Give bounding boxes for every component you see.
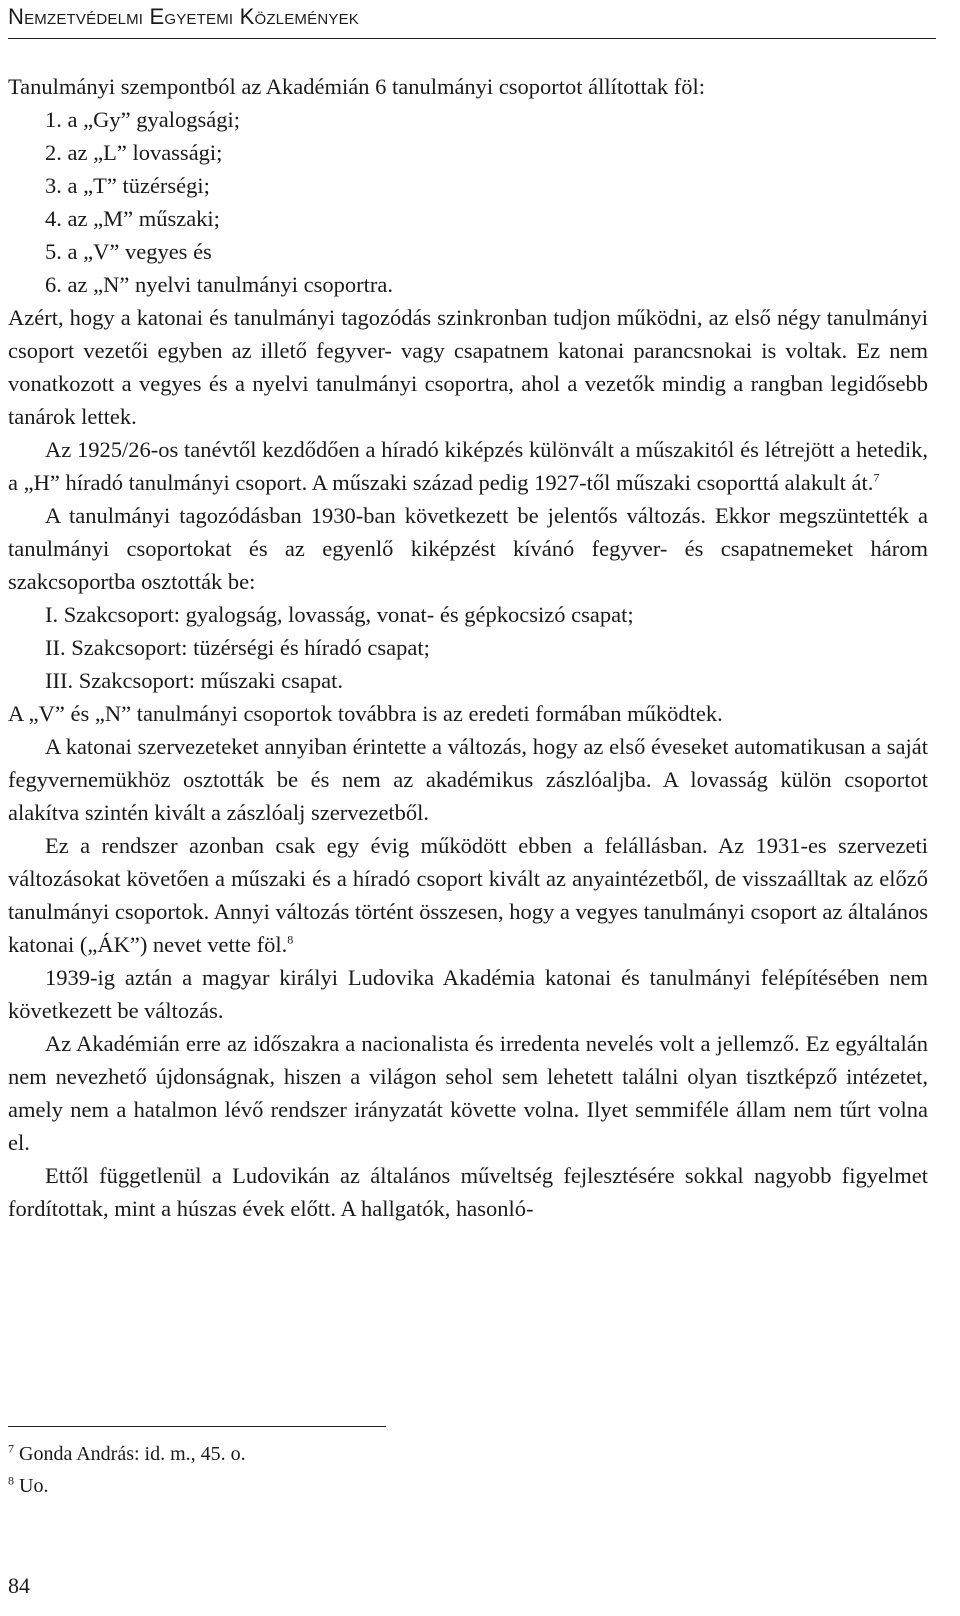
paragraph-5: A katonai szervezeteket annyiban érintette a változás, hogy az első éveseket automatikusan a saját fegyvernemükhöz osztották be és nem az akadémikus zászlóaljba. A lovasság külön csoportot alakítva szintén kivált a zászlóalj szervezetből. (8, 734, 928, 825)
footnote-text: Uo. (19, 1475, 49, 1497)
list-item: 4. az „M” műszaki; (45, 206, 220, 231)
paragraph-1: Azért, hogy a katonai és tanulmányi tagozódás szinkronban tudjon működni, az első négy tanulmányi csoport vezetői egyben az illető fegyver- vagy csapatnem katonai parancsnokai is voltak. Ez nem vonatkozott a vegyes és a nyelvi tanulmányi csoportra, ahol a vezetők mindig a rangban legidősebb tanárok lettek. (8, 305, 928, 429)
paragraph-9: Ettől függetlenül a Ludovikán az általános műveltség fejlesztésére sokkal nagyobb figyelmet fordítottak, mint a húszas évek előtt. A hallgatók, hasonló- (8, 1163, 928, 1221)
list-item: II. Szakcsoport: tüzérségi és híradó csapat; (45, 635, 430, 660)
intro-paragraph: Tanulmányi szempontból az Akadémián 6 tanulmányi csoportot állítottak föl: (8, 74, 706, 99)
list-item: 2. az „L” lovassági; (45, 140, 223, 165)
paragraph-8: Az Akadémián erre az időszakra a nacionalista és irredenta nevelés volt a jellemző. Ez egyáltalán nem nevezhető újdonságnak, hiszen a világon sehol sem lehetett találni olyan tisztképző intézetet, amely nem a hatalmon lévő rendszer irányzatát követte volna. Ilyet semmiféle állam nem tűrt volna el. (8, 1031, 928, 1155)
list-item: 6. az „N” nyelvi tanulmányi csoportra. (45, 272, 394, 297)
footnote-number: 7 (8, 1441, 14, 1456)
list-item: I. Szakcsoport: gyalogság, lovasság, vonat- és gépkocsizó csapat; (45, 602, 634, 627)
list-item: 1. a „Gy” gyalogsági; (45, 107, 240, 132)
journal-header: Nemzetvédelmi Egyetemi Közlemények (8, 4, 359, 29)
paragraph-2 (8, 433, 928, 499)
body-text (8, 70, 928, 1225)
page-number: 84 (8, 1573, 30, 1598)
footnote-divider (8, 1426, 386, 1427)
list-item: 5. a „V” vegyes és (45, 239, 212, 264)
paragraph-6-text: Ez a rendszer azonban csak egy évig működött ebben a felállásban. Az 1931-es szervezeti változásokat követően a műszaki és a híradó csoport kivált az anyaintézetből, de visszaálltak az előző tanulmányi csoportok. Annyi változás történt összesen, hogy a vegyes tanulmányi csoport az általános katonai („ÁK”) nevet vette föl. (8, 833, 928, 957)
paragraph-4: A „V” és „N” tanulmányi csoportok továbbra is az eredeti formában működtek. (8, 701, 723, 726)
footnote-number: 8 (8, 1473, 14, 1488)
footnote-text: Gonda András: id. m., 45. o. (19, 1443, 246, 1465)
footnotes (8, 1438, 928, 1502)
header-divider (8, 38, 936, 39)
footnote-8 (8, 1470, 928, 1502)
paragraph-3: A tanulmányi tagozódásban 1930-ban következett be jelentős változás. Ekkor megszüntették a tanulmányi csoportokat és az egyenlő kiképzést kívánó fegyver- és csapatnemeket három szakcsoportba osztották be: (8, 503, 928, 594)
paragraph-6 (8, 829, 928, 961)
footnote-ref-8[interactable]: 8 (287, 932, 294, 947)
footnote-ref-7[interactable]: 7 (873, 470, 880, 485)
footnote-7 (8, 1438, 928, 1470)
paragraph-2-text: Az 1925/26-os tanévtől kezdődően a híradó kiképzés különvált a műszakitól és létrejött a hetedik, a „H” híradó tanulmányi csoport. A műszaki század pedig 1927-től műszaki csoporttá alakult át. (8, 437, 928, 495)
list-item: III. Szakcsoport: műszaki csapat. (45, 668, 344, 693)
list-item: 3. a „T” tüzérségi; (45, 173, 210, 198)
paragraph-7: 1939-ig aztán a magyar királyi Ludovika Akadémia katonai és tanulmányi felépítésében nem következett be változás. (8, 965, 928, 1023)
